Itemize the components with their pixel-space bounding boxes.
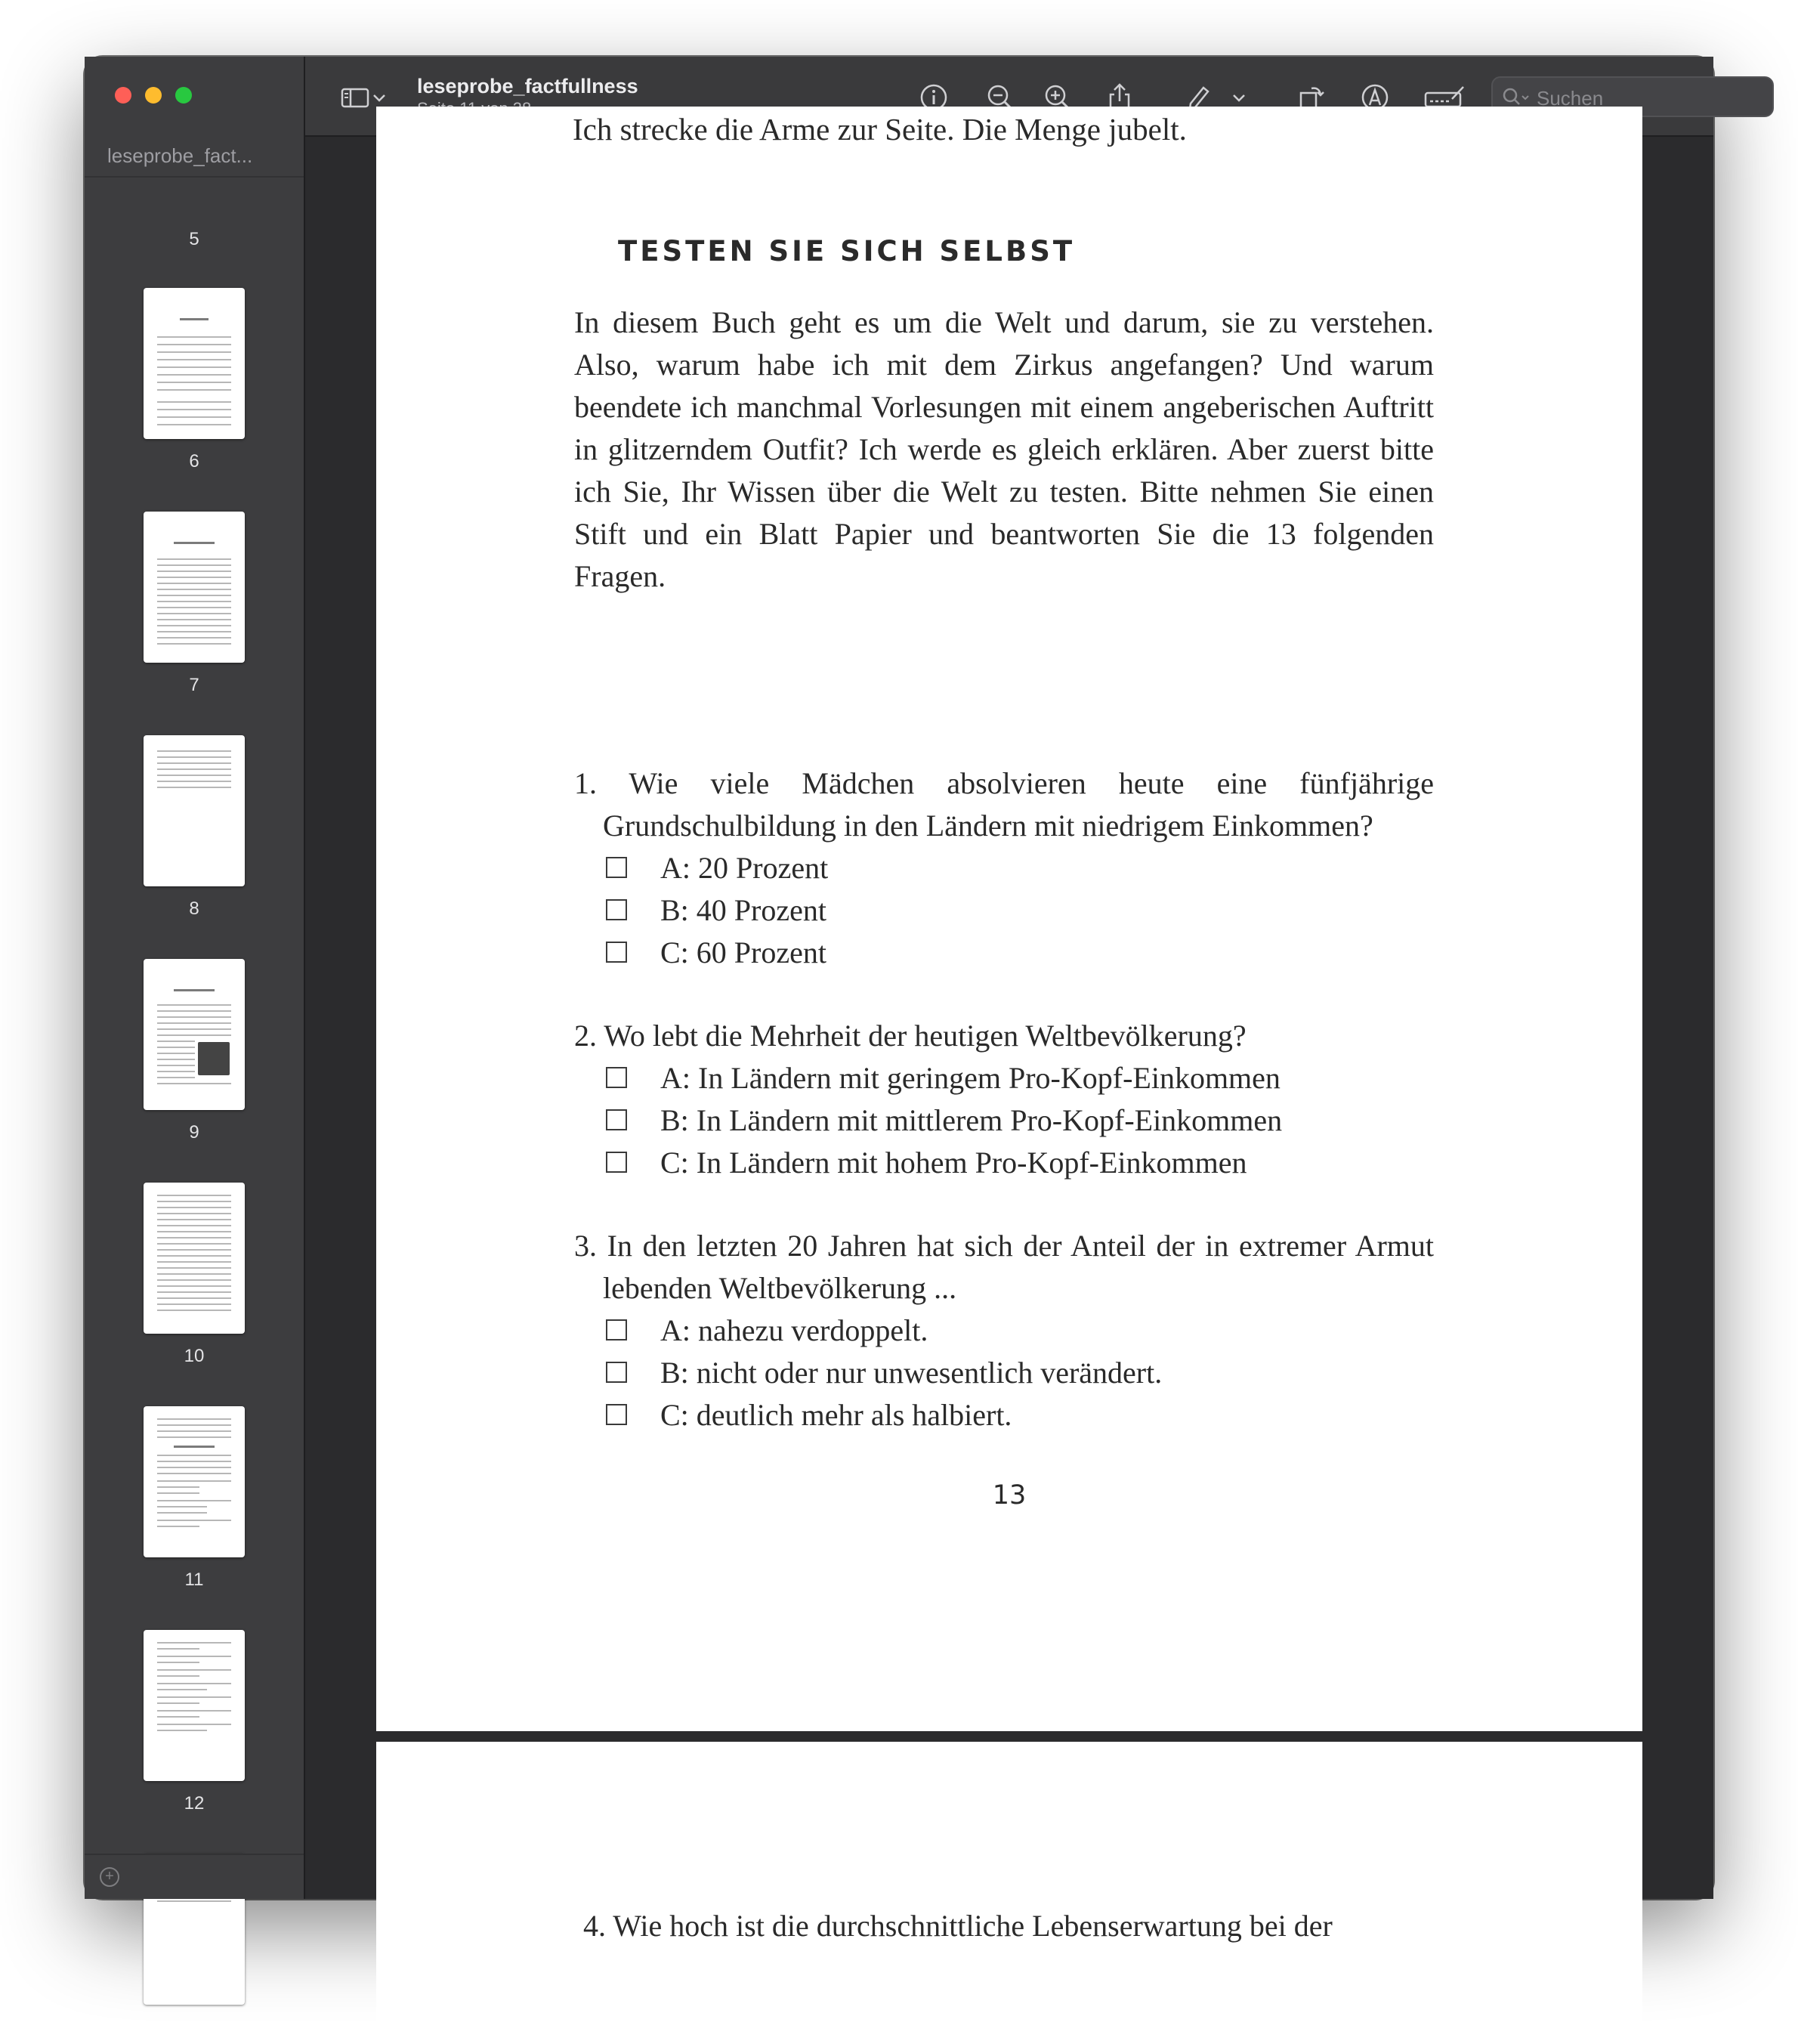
question-text: 1. Wie viele Mädchen absolvieren heute eine fünfjährige Grundschulbildung in den Ländern mit niedrigem Einkommen?: [574, 766, 1434, 843]
answer-option: [606, 1352, 1434, 1394]
intro-paragraph: In diesem Buch geht es um die Welt und darum, sie zu verstehen. Also, warum habe ich mit dem Zirkus angefangen? Und warum beendete ich manchmal Vorlesungen mit einem angeberischen Auftritt in glitzerndem Outfit? Ich werde es gleich erklären. Aber zuerst bitte ich Sie, Ihr Wissen über die Welt zu testen. Bitte nehmen Sie einen Stift und ein Blatt Papier und beantworten Sie die 13 folgenden Fragen.: [574, 305, 1434, 593]
page-thumbnail[interactable]: [144, 512, 245, 663]
question-text: 3. In den letzten 20 Jahren hat sich der Anteil der in extremer Armut lebenden Weltbevölkerung ...: [574, 1229, 1434, 1305]
answer-text: A: 20 Prozent: [660, 851, 829, 885]
answer-checkbox[interactable]: [606, 1109, 627, 1130]
page-thumbnail[interactable]: [144, 735, 245, 886]
page-thumbnail[interactable]: [144, 288, 245, 439]
thumbnail-label: 11: [184, 1569, 204, 1590]
answer-text: C: 60 Prozent: [660, 935, 826, 969]
answer-option: [606, 932, 1434, 974]
question-text: 2. Wo lebt die Mehrheit der heutigen Weltbevölkerung?: [574, 1019, 1247, 1053]
answer-checkbox[interactable]: [606, 1152, 627, 1173]
thumbnail-label: 5: [189, 229, 199, 249]
answer-checkbox[interactable]: [606, 1404, 627, 1425]
answer-option: [606, 1057, 1434, 1099]
add-page-icon[interactable]: +: [100, 1867, 119, 1887]
answer-checkbox[interactable]: [606, 1067, 627, 1088]
thumbnail-label: 8: [189, 898, 199, 919]
answer-text: B: In Ländern mit mittlerem Pro-Kopf-Einkommen: [660, 1103, 1283, 1137]
thumbnail-label: 7: [189, 675, 199, 695]
sidebar-toggle-icon[interactable]: [340, 82, 370, 113]
answer-checkbox[interactable]: [606, 942, 627, 963]
question-3: [574, 1225, 1434, 1436]
cutoff-text-line: Ich strecke die Arme zur Seite. Die Menge jubelt.: [573, 112, 1187, 147]
window-controls: [115, 87, 192, 104]
answer-option: [606, 1310, 1434, 1352]
page-thumbnail[interactable]: [144, 959, 245, 1110]
answer-text: C: In Ländern mit hohem Pro-Kopf-Einkommen: [660, 1146, 1247, 1180]
question-2: [574, 1015, 1434, 1184]
page-thumbnail[interactable]: [144, 1183, 245, 1334]
answer-text: C: deutlich mehr als halbiert.: [660, 1398, 1012, 1432]
answer-option: [606, 847, 1434, 889]
page-number: 13: [992, 1480, 1027, 1511]
pdf-page: [376, 107, 1642, 1731]
answer-text: B: nicht oder nur unwesentlich verändert.: [660, 1356, 1163, 1390]
sidebar-footer: [85, 1854, 304, 1899]
answer-text: B: 40 Prozent: [660, 893, 826, 927]
minimize-window-button[interactable]: [145, 87, 162, 104]
answer-option: [606, 1394, 1434, 1436]
answer-text: A: In Ländern mit geringem Pro-Kopf-Einkommen: [660, 1061, 1281, 1095]
pdf-page: [376, 1742, 1642, 2044]
thumbnail-label: 6: [189, 451, 199, 472]
answer-option: [606, 1142, 1434, 1184]
thumbnail-label: 12: [184, 1793, 205, 1814]
question-4: 4. Wie hoch ist die durchschnittliche Lebenserwartung bei der: [583, 1909, 1333, 1943]
answer-option: [606, 1099, 1434, 1142]
page-thumbnail[interactable]: [144, 1630, 245, 1781]
thumbnail-list[interactable]: [85, 176, 304, 1855]
document-view[interactable]: [305, 112, 1713, 1943]
thumbnail-label: 10: [184, 1346, 205, 1366]
document-title: leseprobe_factfullness: [417, 75, 638, 97]
preview-window: [85, 57, 1713, 1943]
zoom-window-button[interactable]: [175, 87, 192, 104]
section-heading: TESTEN SIE SICH SELBST: [618, 235, 1076, 267]
answer-option: [606, 889, 1434, 932]
answer-text: A: nahezu verdoppelt.: [660, 1313, 928, 1347]
thumbnail-label: 9: [189, 1122, 199, 1143]
question-1: [574, 762, 1434, 974]
answer-checkbox[interactable]: [606, 1319, 627, 1341]
answer-checkbox[interactable]: [606, 899, 627, 920]
page-thumbnail[interactable]: [144, 1406, 245, 1557]
answer-checkbox[interactable]: [606, 1362, 627, 1383]
close-window-button[interactable]: [115, 87, 131, 104]
answer-checkbox[interactable]: [606, 857, 627, 878]
search-icon: [1502, 87, 1534, 108]
sidebar-document-title: leseprobe_fact...: [107, 144, 253, 167]
thumbnail-sidebar: [85, 57, 305, 1899]
